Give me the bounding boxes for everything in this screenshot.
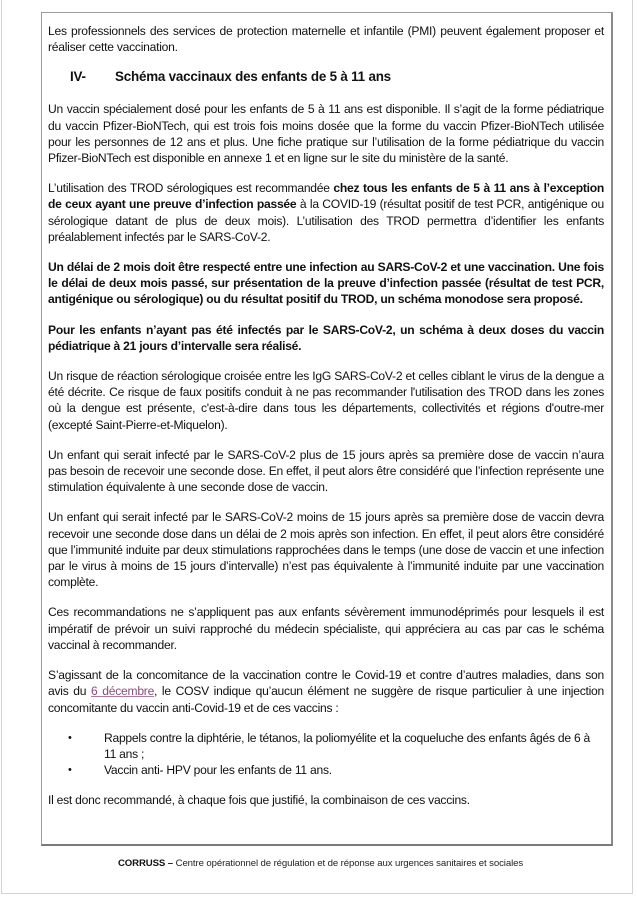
page-footer bbox=[2, 858, 637, 869]
list-item bbox=[48, 730, 604, 762]
list-item bbox=[48, 762, 604, 778]
paragraph-trod-usage bbox=[48, 180, 604, 245]
emphasis-text: chez tous les enfants de 5 à 11 ans à l’exception de ceux ayant une preuve d’infection passée bbox=[48, 181, 604, 212]
cosv-opinion-link[interactable]: 6 décembre bbox=[91, 684, 155, 699]
paragraph-immunocompromised: Ces recommandations ne s’appliquent pas aux enfants sévèrement immunodéprimés pour lesquels il est impératif de prévoir un suivi rapproché du médecin spécialiste, qui appréciera au cas par cas le schéma vaccinal à recommander. bbox=[48, 605, 604, 652]
text-segment: L’utilisation des TROD sérologiques est recommandée bbox=[48, 181, 334, 196]
text-segment: à la COVID-19 (résultat positif de test PCR, antigénique ou sérologique datant de plus de deux mois). L’utilisation des TROD permettra d’identifier les enfants préalablement infectés par le SARS-CoV-2. bbox=[48, 197, 604, 244]
paragraph-conclusion: Il est donc recommandé, à chaque fois que justifié, la combinaison de ces vaccins. bbox=[48, 793, 470, 808]
page bbox=[1, 0, 633, 894]
bullet-icon: • bbox=[68, 731, 72, 744]
emphasis-text: Pour les enfants n’ayant pas été infectés par le SARS-CoV-2, un schéma à deux doses du vaccin pédiatrique à 21 jours d’intervalle sera réalisé. bbox=[48, 322, 604, 353]
paragraph-dengue-cross-reaction: Un risque de réaction sérologique croisée entre les IgG SARS-CoV-2 et celles ciblant le virus de la dengue a été décrite. Ce risque de faux positifs conduit à ne pas recommander l'utilisation des TROD dans les zones où la dengue est présente, c'est-à-dire dans tous les départements, collectivités et régions d'outre-mer (excepté Saint-Pierre-et-Miquelon). bbox=[48, 369, 604, 432]
vaccine-list bbox=[48, 730, 604, 779]
text-segment: , le COSV indique qu’aucun élément ne suggère de risque particulier à une injection concomitante du vaccin anti-Covid-19 et de ces vaccins : bbox=[48, 684, 604, 715]
section-number: IV- bbox=[70, 69, 86, 85]
intro-paragraph: Les professionnels des services de protection maternelle et infantile (PMI) peuvent également proposer et réaliser cette vaccination. bbox=[48, 24, 604, 55]
footer-org-acronym: CORRUSS bbox=[117, 858, 166, 869]
section-title: Schéma vaccinaux des enfants de 5 à 11 ans bbox=[115, 69, 391, 85]
paragraph-concomitance bbox=[48, 667, 604, 716]
list-item-text: Vaccin anti- HPV pour les enfants de 11 ans. bbox=[104, 763, 332, 778]
paragraph-two-dose-schedule bbox=[48, 322, 604, 354]
content-frame bbox=[41, 12, 613, 846]
footer-separator: – bbox=[165, 858, 176, 869]
paragraph-two-month-delay bbox=[48, 259, 604, 308]
text-segment: S’agissant de la concomitance de la vaccination contre le Covid-19 et contre d’autres maladies, dans son avis du bbox=[48, 668, 604, 699]
emphasis-text: Un délai de 2 mois doit être respecté entre une infection au SARS-CoV-2 et une vaccination. Une fois le délai de deux mois passé, sur présentation de la preuve d’infection passée (résultat de test PCR, antigénique ou sérologique) ou du résultat positif du TROD, un schéma monodose sera proposé. bbox=[48, 260, 604, 307]
footer-org-name: Centre opérationnel de régulation et de réponse aux urgences sanitaires et sociales bbox=[175, 858, 524, 869]
list-item-text: Rappels contre la diphtérie, le tétanos, la poliomyélite et la coqueluche des enfants âgés de 6 à 11 ans ; bbox=[104, 730, 591, 761]
bullet-icon: • bbox=[68, 764, 72, 777]
paragraph-pediatric-vaccine: Un vaccin spécialement dosé pour les enfants de 5 à 11 ans est disponible. Il s’agit de la forme pédiatrique du vaccin Pfizer-BioNTech, qui est trois fois moins dosée que la forme du vaccin Pfizer-BioNTech utilisée pour les personnes de 12 ans et plus. Une fiche pratique sur l’utilisation de la forme pédiatrique du vaccin Pfizer-BioNTech est disponible en annexe 1 et en ligne sur le site du ministère de la santé. bbox=[48, 102, 604, 166]
paragraph-infection-after-15-days: Un enfant qui serait infecté par le SARS-CoV-2 plus de 15 jours après sa première dose de vaccin n’aura pas besoin de recevoir une seconde dose. En effet, il peut alors être considéré que l’infection représente une stimulation équivalente à une seconde dose de vaccin. bbox=[48, 447, 604, 495]
paragraph-infection-before-15-days: Un enfant qui serait infecté par le SARS-CoV-2 moins de 15 jours après sa première dose de vaccin devra recevoir une seconde dose dans un délai de 2 mois après son infection. En effet, il peut alors être considéré que l’immunité induite par deux stimulations rapprochées dans le temps (une dose de vaccin et une infection par le virus à moins de 15 jours d’intervalle) n’est pas équivalente à l’immunité induite par une vaccination complète. bbox=[48, 510, 604, 590]
section-heading bbox=[70, 69, 604, 84]
